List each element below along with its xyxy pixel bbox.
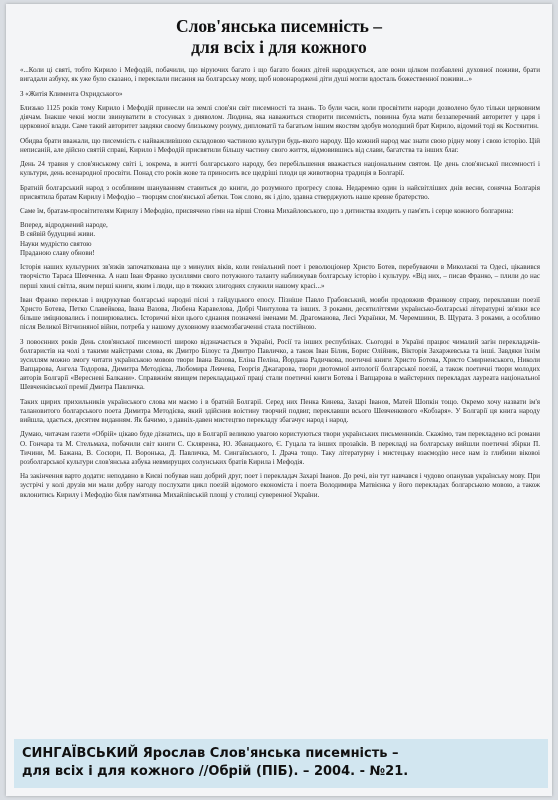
- paragraph: День 24 травня у слов'янському світі і, зокрема, в житті болгарського народу, без перебільшення вважається національним святом. Це день слов'янської писемності і культури, день всенародної просвіти. Понад сто років жове та приносить все щедріші плоди ця животворна традиція в Болгарії.: [20, 160, 540, 178]
- epigraph-source: З «Житія Климента Охридського»: [20, 89, 123, 98]
- poem: [20, 221, 540, 257]
- paragraph: Близько 1125 років тому Кирило і Мефодій принесли на землі слов'ян світ писемності та знань. То були часи, коли просвітити народи дозволено було тільки церковним діячам. Інакше чекні могли звинуватити в стосунках з дияволом. Людина, яка наважиться створити писемність, повинна була мати беззаперечний авторитет у царя і церковної влади. Саме такий авторитет завдяки своєму близькому розуму, дипломатії та багатьом іншим якостям здобув молодший брат Кирило, відомий тоді як Костянтин.: [20, 103, 540, 131]
- title-line-1: Слов'янська писемність –: [175, 16, 383, 36]
- citation-line-2: для всіх і для кожного //Обрій (ПІБ). – 2004. - №21.: [22, 764, 409, 779]
- paragraph: Братній болгарський народ з особливим шануванням ставиться до книги, до розумного прогресу слова. Недаремно один із найсвітліших днів весни, сонячна Болгарія присвятила братам Кирилу і Мефодію – творцям слов'янської абетки. Тож слово, як і діло, здавна стверджують наше кревне братерство.: [20, 183, 540, 201]
- article-title: [6, 16, 552, 58]
- paragraph: Саме їм, братам-просвітителям Кирилу і Мефодію, присвячено гімн на вірші Стояна Михайловського, що з дитинства входить у пам'ять і серце кожного болгарина:: [20, 207, 514, 215]
- epigraph: «...Коли ці святі, тобто Кирило і Мефодій, побачили, що віруючих багато і що багато божих дітей народжується, але вони цілком позбавлені духовної поживи, брати вигадали азбуку, як уже було сказано, і переклали писання на болгарську мову, щоб новонароджені діти душі могли вдосталь божественної поживи...»: [20, 66, 540, 84]
- poem-line: Науки мудрістю святою: [20, 239, 92, 248]
- paragraph: Таких щирих прихильників українського слова ми маємо і в братній Болгарії. Серед них Пенка Кинева, Захарі Іванов, Матей Шопкін тощо. Окремо хочу назвати ім'я талановитого болгарського поета Димитра Методієва, який здійснив воістину творчий подвиг, переклавши всього Шевченкового «Кобзаря». У Болгарії ця книга народу вийшла, здається, десятим виданням. Як бачимо, з давніх-давен мистецтво перекладу збагачує народ і народ.: [20, 397, 540, 425]
- title-line-2: для всіх і для кожного: [191, 37, 367, 57]
- paragraph: З повоєнних років День слов'янської писемності широко відзначається в Україні, Росії та інших республіках. Сьогодні в Україні працює чималий загін перекладачів-болгаристів на чолі з такими майстрами слова, як Дмитро Білоус та Дмитро Павличко, а також Іван Білик, Борис Олійник, Вікторія Захаржевська та інші. Завдяки їхнім зусиллям можно змогу читати українською мовою твори Івана Вазова, Еліна Пеліна, Йордана Радичкова, поетичні книги Христо Ботева, Христо Смирненського, Николи Вапцарова, Ангела Тодорова, Димитра Методієва, Любомира Левчева, Георгія Джагарова, твори двотомної антології болгарської поезії, а також поетичні твори молодих авторів Болгарії «Вересневі Балкани». Справжнім явищем перекладацької праці стали поетичні книги Ботева і Вапцарова в майстерних перекладах лауреата національної Шевченківської премії Дмитра Павличка.: [20, 337, 540, 392]
- paragraph: Думаю, читачам газети «Обрій» цікаво буде дізнатись, що в Болгарії великою увагою користуються твори українських письменників. Скажімо, там перекладено всі романи О. Гончара та М. Стельмаха, побачили світ книги С. Скляренка, Ю. Збанацького, Є. Гуцала та інших прозаїків. В перекладі на болгарську вийшли поетичні збірки П. Тичини, М. Бажана, В. Сосюри, П. Воронька, Д. Павличка, М. Сингаївського, І. Драча тощо. Таку літературну і мистецьку взаємодію несе нам із глибини віковоі розболгарської культури слов'янська азбука невмирущих солунських братів Кирила і Мефодія.: [20, 430, 540, 466]
- poem-line: Вперед, відроджений народе,: [20, 221, 108, 230]
- article-body: [20, 66, 540, 505]
- poem-line: Праданою славу обнови!: [20, 248, 95, 257]
- paragraph: Обидва брати вважали, що писемність є найважливішою складовою частиною культури будь-якого народу. Що кожний народ має знати свою рідну мову і свою історію. Цій неписаній, але дійсно святій справі, Кирило і Мефодій присвятили більшу частину свого життя, відмовившись від слави, багатства та інших благ.: [20, 136, 540, 154]
- poem-line: В сяйвій будущині живи.: [20, 230, 96, 239]
- citation-line-1: СИНГАЇВСЬКИЙ Ярослав Слов'янська писемність –: [22, 746, 399, 761]
- paragraph: Історія наших культурних зв'язків започаткована ще з минулих віків, коли геніальний поет і революціонер Христо Ботев, перебуваючи в Миколаєві та Одесі, цікавився творчістю Тараса Шевченка. А наш Іван Франко зусиллями свого потужного таланту наближував болгарську історію і культуру. «Від них, – писав Франко, – плили до нас перші хвилі світла, яким перші книги, яким і люди, що в тяжких злигоднях служили нашому красі...»: [20, 263, 540, 290]
- paragraph: Іван Франко переклав і видрукував болгарські народні пісні з гайдуцького епосу. Пізніше Павло Грабовський, мовби продовжив Франкову справу, переклавши поезії Христо Ботева, Петко Славейкова, Івана Вазова, Любена Каравелова, Добрі Чинтулова та інших. З роками, десятиліттями українсько-болгарські літературні зв'язки все більше зміцнювались і поширювались. Історичні віхи цього єднання позначені іменами М. Драгоманова, Лесі Українки, М. Черемшини, В. Щурата. З роками, а особливо після Великої Вітчизняної війни, потреба у нашому духовному взаємозбагаченні стала постійною.: [20, 295, 540, 332]
- paragraph: На закінчення варто додати: неподавно в Києві побував наш добрий друг, поет і перекладач Захарі Іванов. До речі, він тут навчався і чудово опанував українську мову. При зустрічі у колі друзів ми мали добру нагоду послухати цикл поезій відомого економіста і поета Володимира Матвієнка у його перекладах болгарською мовою, а також вклонитись Кирилу і Мефодію біля пам'ятника Михайлівській площі у столиці суверенної України.: [20, 472, 540, 499]
- document-page: [6, 4, 552, 796]
- citation-banner: [14, 739, 548, 788]
